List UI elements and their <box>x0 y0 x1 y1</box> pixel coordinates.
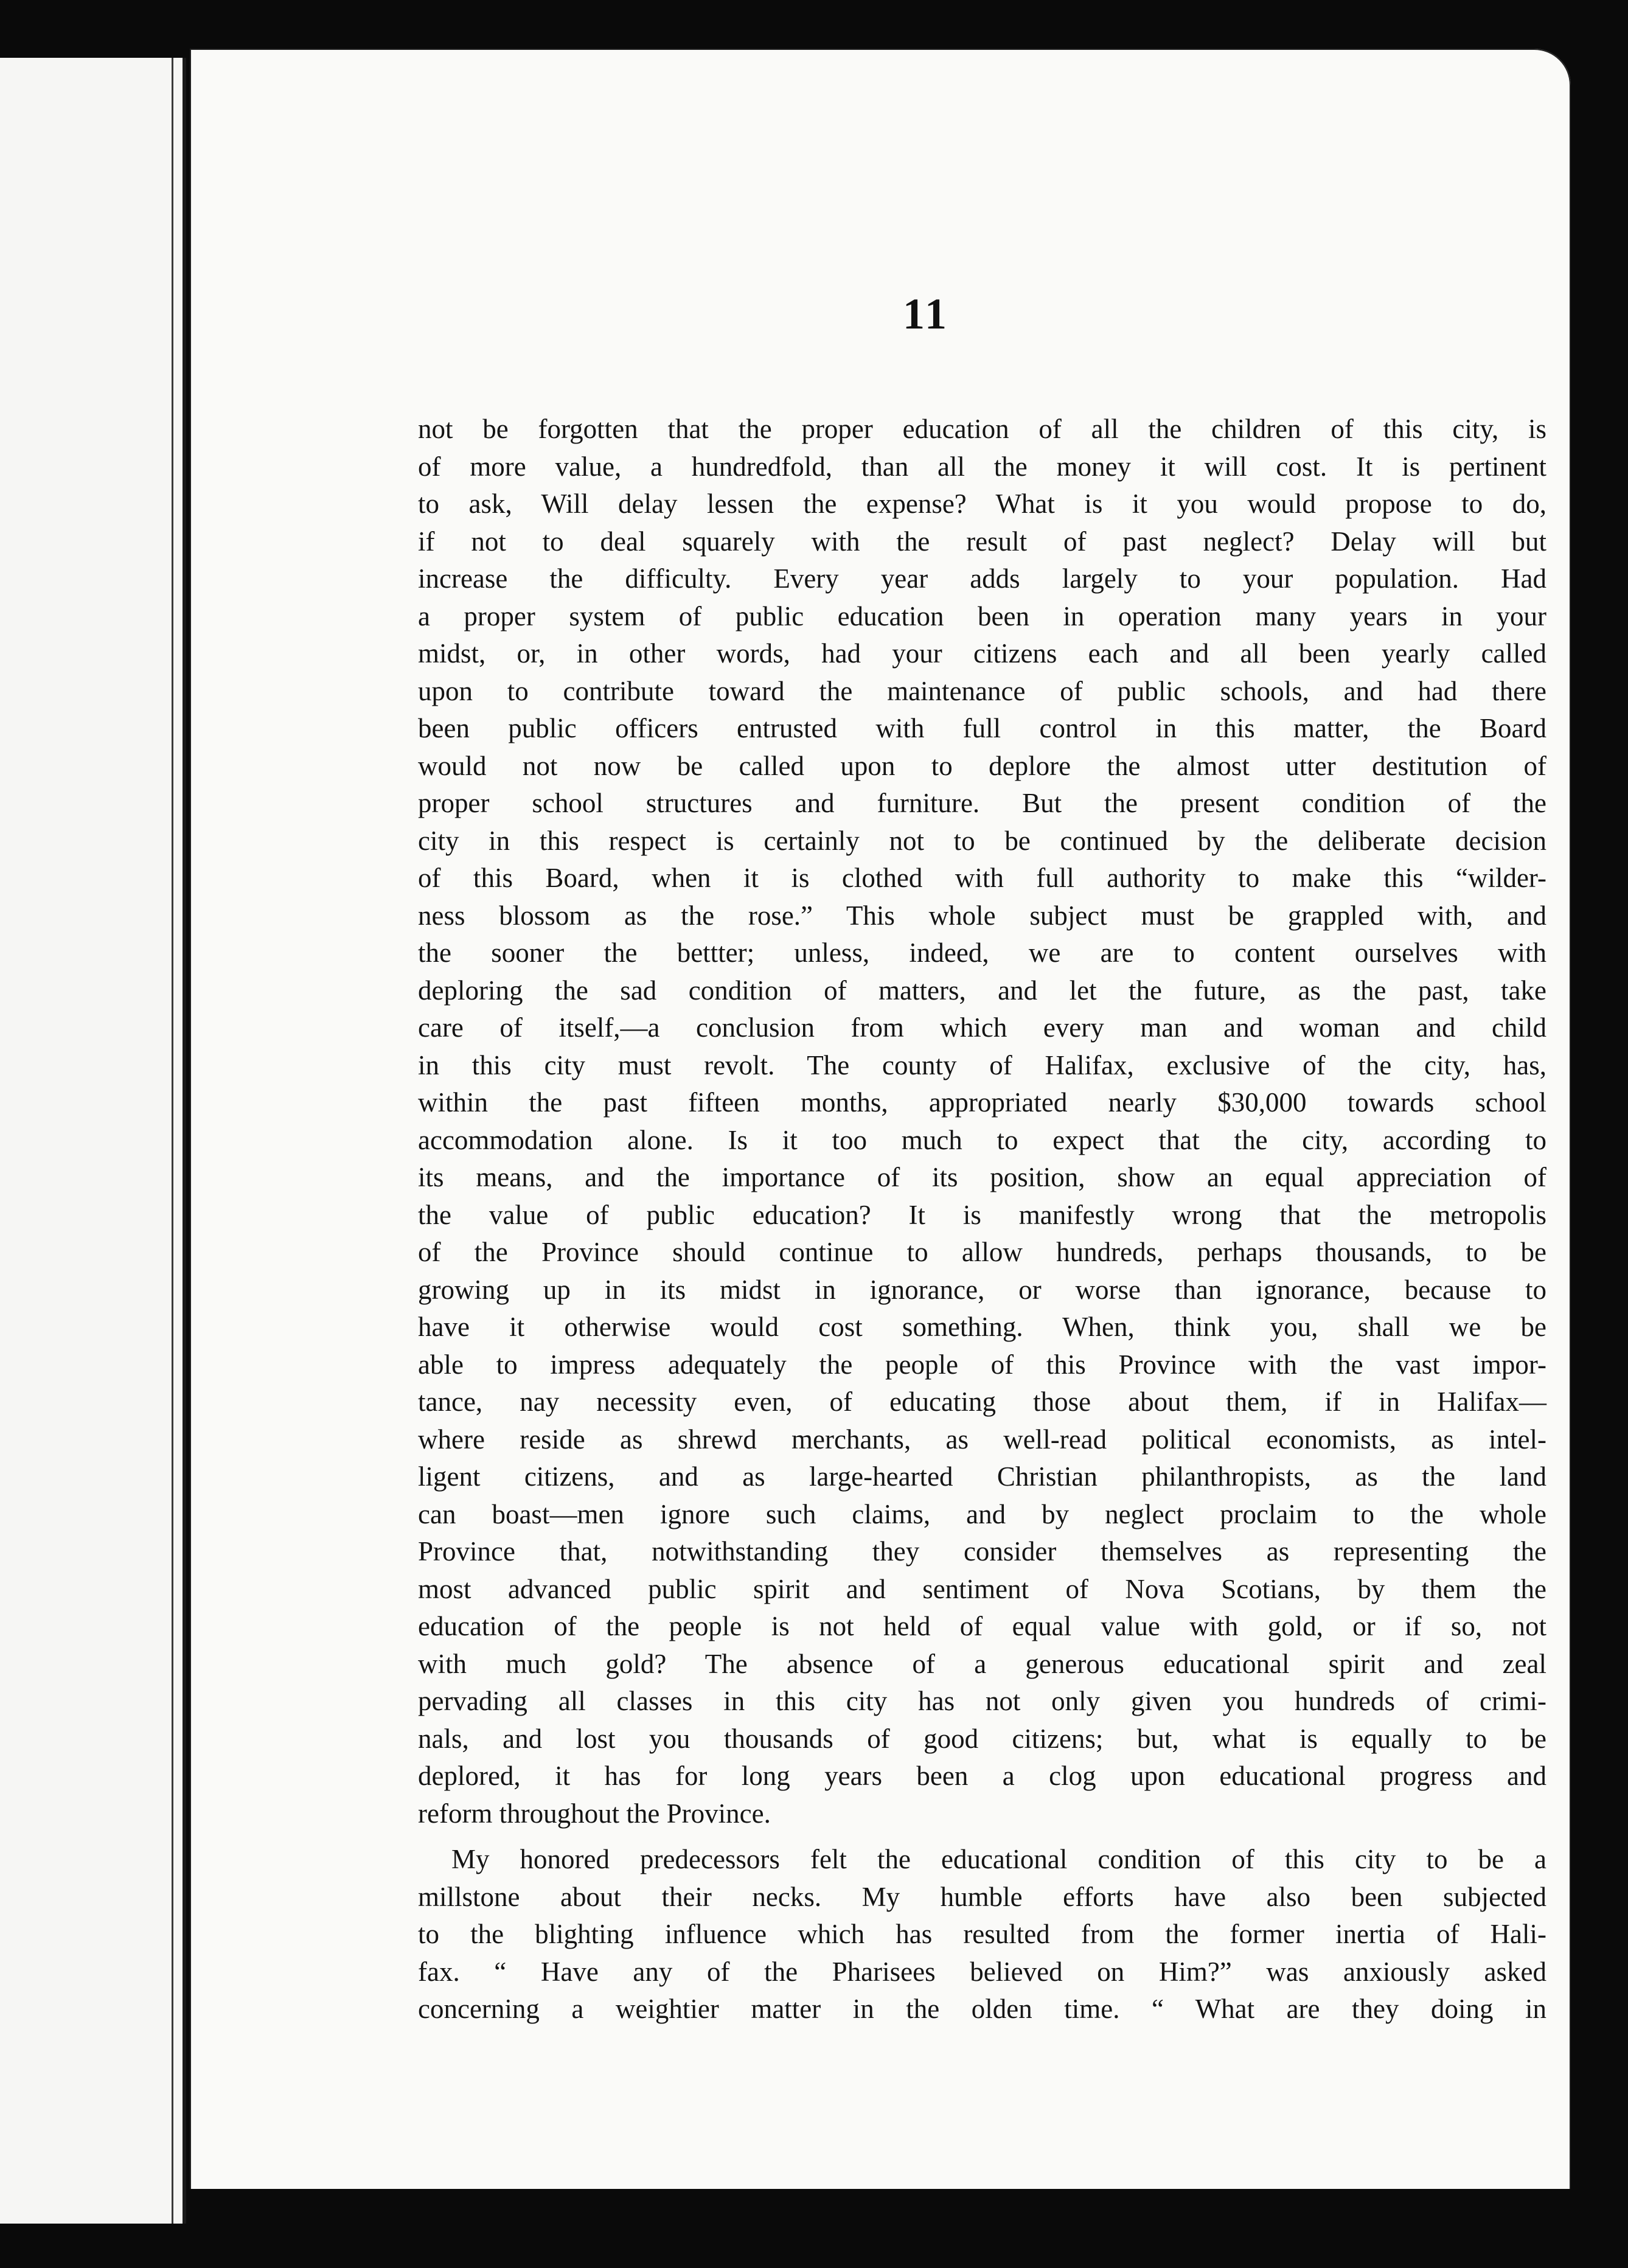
text-line: within the past fifteen months, appropriated nearly $30,000 towards school <box>418 1087 1546 1118</box>
text-line: would not now be called upon to deplore the almost utter destitution of <box>418 750 1546 781</box>
text-line: deplored, it has for long years been a clog upon educational progress and <box>418 1761 1546 1791</box>
text-line: growing up in its midst in ignorance, or worse than ignorance, because to <box>418 1274 1546 1305</box>
text-line: not be forgotten that the proper education of all the children of this city, is <box>418 414 1546 444</box>
text-line: to ask, Will delay lessen the expense? What is it you would propose to do, <box>418 489 1546 519</box>
page-gutter-line <box>172 58 173 2224</box>
text-line: most advanced public spirit and sentiment of Nova Scotians, by them the <box>418 1573 1546 1604</box>
text-line: accommodation alone. Is it too much to expect that the city, according to <box>418 1124 1546 1155</box>
text-line: reform throughout the Province. <box>418 1798 771 1829</box>
text-line: nals, and lost you thousands of good citizens; but, what is equally to be <box>418 1723 1546 1754</box>
document-page <box>190 49 1571 2214</box>
text-line: a proper system of public education been in operation many years in your <box>418 600 1546 631</box>
text-line: ligent citizens, and as large-hearted Christian philanthropists, as the land <box>418 1461 1546 1492</box>
text-line: concerning a weightier matter in the olden time. “ What are they doing in <box>418 1994 1546 2024</box>
text-line: My honored predecessors felt the educational condition of this city to be a <box>451 1844 1546 1874</box>
text-line: its means, and the importance of its position, show an equal appreciation of <box>418 1162 1546 1192</box>
text-line: of the Province should continue to allow hundreds, perhaps thousands, to be <box>418 1237 1546 1267</box>
paragraph-1 <box>418 411 1546 1832</box>
text-line: ness blossom as the rose.” This whole subject must be grappled with, and <box>418 900 1546 931</box>
text-line: pervading all classes in this city has not only given you hundreds of crimi- <box>418 1686 1546 1716</box>
text-line: increase the difficulty. Every year adds largely to your population. Had <box>418 563 1546 594</box>
text-line: able to impress adequately the people of this Province with the vast impor- <box>418 1349 1546 1380</box>
text-line: the sooner the bettter; unless, indeed, we are to content ourselves with <box>418 937 1546 968</box>
text-line: where reside as shrewd merchants, as well-read political economists, as intel- <box>418 1424 1546 1455</box>
text-line: to the blighting influence which has resulted from the former inertia of Hali- <box>418 1919 1546 1949</box>
torn-page-bottom <box>190 2189 1571 2225</box>
text-line: of this Board, when it is clothed with full authority to make this “wilder- <box>418 863 1546 893</box>
text-line: been public officers entrusted with full control in this matter, the Board <box>418 713 1546 743</box>
text-line: in this city must revolt. The county of Halifax, exclusive of the city, has, <box>418 1049 1546 1080</box>
previous-page-edge <box>0 58 186 2224</box>
text-line: the value of public education? It is manifestly wrong that the metropolis <box>418 1199 1546 1230</box>
text-line: education of the people is not held of equal value with gold, or if so, not <box>418 1611 1546 1641</box>
text-line: tance, nay necessity even, of educating those about them, if in Halifax— <box>418 1386 1546 1417</box>
text-line: fax. “ Have any of the Pharisees believed on Him?” was anxiously asked <box>418 1956 1546 1987</box>
text-line: Province that, notwithstanding they consider themselves as representing the <box>418 1536 1546 1567</box>
text-line: midst, or, in other words, had your citizens each and all been yearly called <box>418 638 1546 669</box>
text-line: city in this respect is certainly not to be continued by the deliberate decision <box>418 825 1546 856</box>
text-line: if not to deal squarely with the result of past neglect? Delay will but <box>418 526 1546 557</box>
paragraph-2 <box>418 1841 1546 2028</box>
text-line: millstone about their necks. My humble efforts have also been subjected <box>418 1881 1546 1912</box>
text-line: have it otherwise would cost something. When, think you, shall we be <box>418 1312 1546 1342</box>
text-line: care of itself,—a conclusion from which every man and woman and child <box>418 1012 1546 1043</box>
text-line: of more value, a hundredfold, than all the money it will cost. It is pertinent <box>418 451 1546 482</box>
text-line: deploring the sad condition of matters, and let the future, as the past, take <box>418 975 1546 1006</box>
paragraph-spacer <box>418 1832 1546 1841</box>
text-line: can boast—men ignore such claims, and by neglect proclaim to the whole <box>418 1498 1546 1529</box>
page-number: 11 <box>902 290 950 338</box>
text-line: with much gold? The absence of a generous educational spirit and zeal <box>418 1648 1546 1679</box>
text-line: proper school structures and furniture. But the present condition of the <box>418 788 1546 818</box>
body-text <box>418 411 1546 2028</box>
text-line: upon to contribute toward the maintenance of public schools, and had there <box>418 675 1546 706</box>
